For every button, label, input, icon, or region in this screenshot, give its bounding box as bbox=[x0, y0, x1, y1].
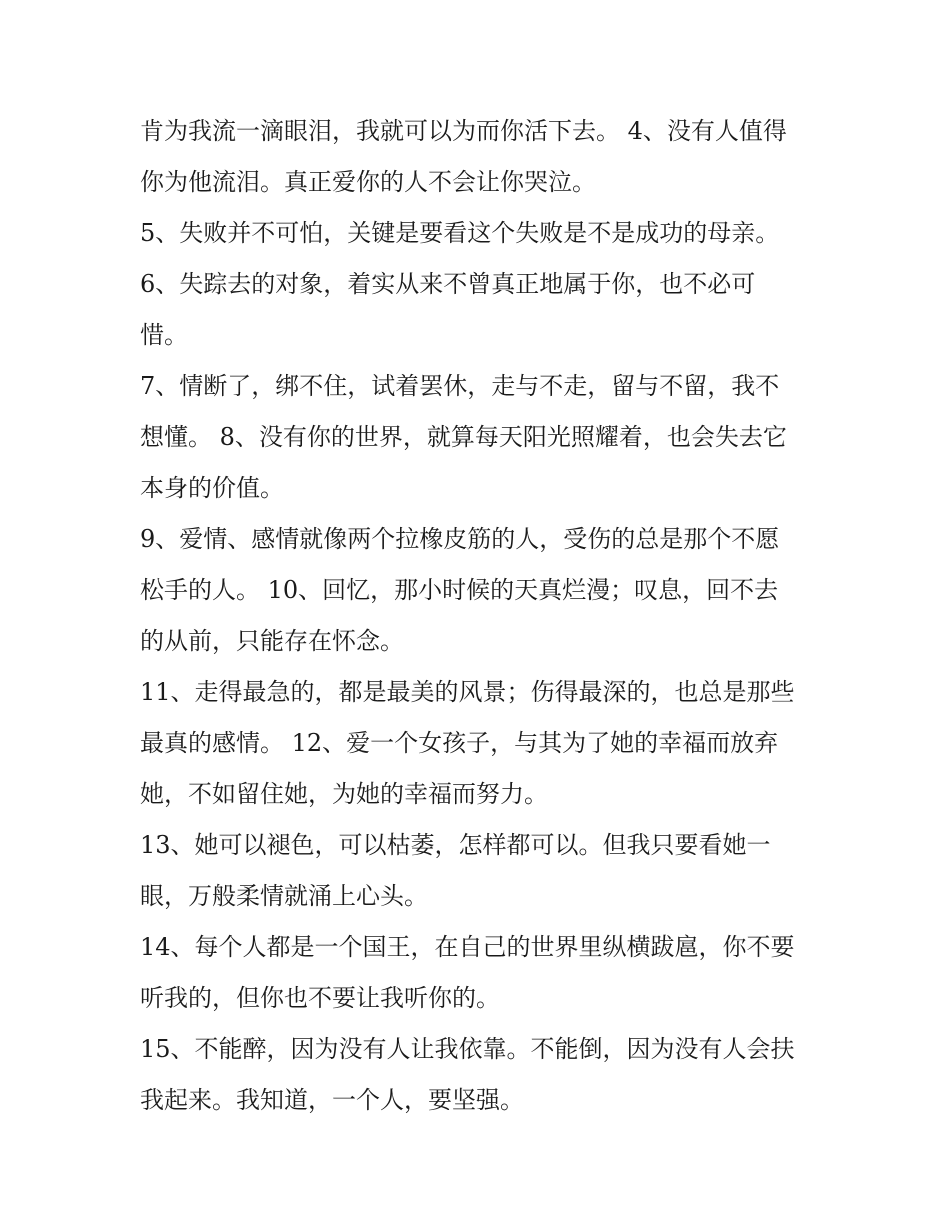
paragraph bbox=[140, 106, 820, 208]
paragraph bbox=[140, 667, 820, 820]
text-line: 7、情断了，绑不住，试着罢休，走与不走，留与不留，我不 bbox=[140, 372, 780, 400]
text-line: 惜。 bbox=[140, 321, 188, 349]
text-line: 你为他流泪。真正爱你的人不会让你哭泣。 bbox=[140, 168, 596, 196]
text-line: 6、失踪去的对象，着实从来不曾真正地属于你，也不必可 bbox=[140, 270, 756, 298]
text-line: 9、爱情、感情就像两个拉橡皮筋的人，受伤的总是那个不愿 bbox=[140, 525, 780, 553]
text-line: 本身的价值。 bbox=[140, 474, 284, 502]
paragraph bbox=[140, 259, 820, 361]
paragraph bbox=[140, 820, 820, 922]
paragraph bbox=[140, 208, 820, 259]
text-line: 她，不如留住她，为她的幸福而努力。 bbox=[140, 780, 548, 808]
text-line: 13、她可以褪色，可以枯萎，怎样都可以。但我只要看她一 bbox=[140, 831, 771, 859]
document-body bbox=[140, 106, 820, 1126]
paragraph bbox=[140, 922, 820, 1024]
text-line: 15、不能醉，因为没有人让我依靠。不能倒，因为没有人会扶 bbox=[140, 1035, 795, 1063]
text-line: 听我的，但你也不要让我听你的。 bbox=[140, 984, 500, 1012]
text-line: 肯为我流一滴眼泪，我就可以为而你活下去。 4、没有人值得 bbox=[140, 117, 787, 145]
text-line: 5、失败并不可怕，关键是要看这个失败是不是成功的母亲。 bbox=[140, 219, 780, 247]
paragraph bbox=[140, 514, 820, 667]
text-line: 想懂。 8、没有你的世界，就算每天阳光照耀着，也会失去它 bbox=[140, 423, 787, 451]
text-line: 的从前，只能存在怀念。 bbox=[140, 627, 404, 655]
text-line: 眼，万般柔情就涌上心头。 bbox=[140, 882, 428, 910]
text-line: 最真的感情。 12、爱一个女孩子，与其为了她的幸福而放弃 bbox=[140, 729, 779, 757]
text-line: 我起来。我知道，一个人，要坚强。 bbox=[140, 1086, 524, 1114]
paragraph bbox=[140, 1024, 820, 1126]
paragraph bbox=[140, 361, 820, 514]
text-line: 松手的人。 10、回忆，那小时候的天真烂漫；叹息，回不去 bbox=[140, 576, 779, 604]
text-line: 11、走得最急的，都是最美的风景；伤得最深的，也总是那些 bbox=[140, 678, 795, 706]
text-line: 14、每个人都是一个国王，在自己的世界里纵横跋扈，你不要 bbox=[140, 933, 795, 961]
